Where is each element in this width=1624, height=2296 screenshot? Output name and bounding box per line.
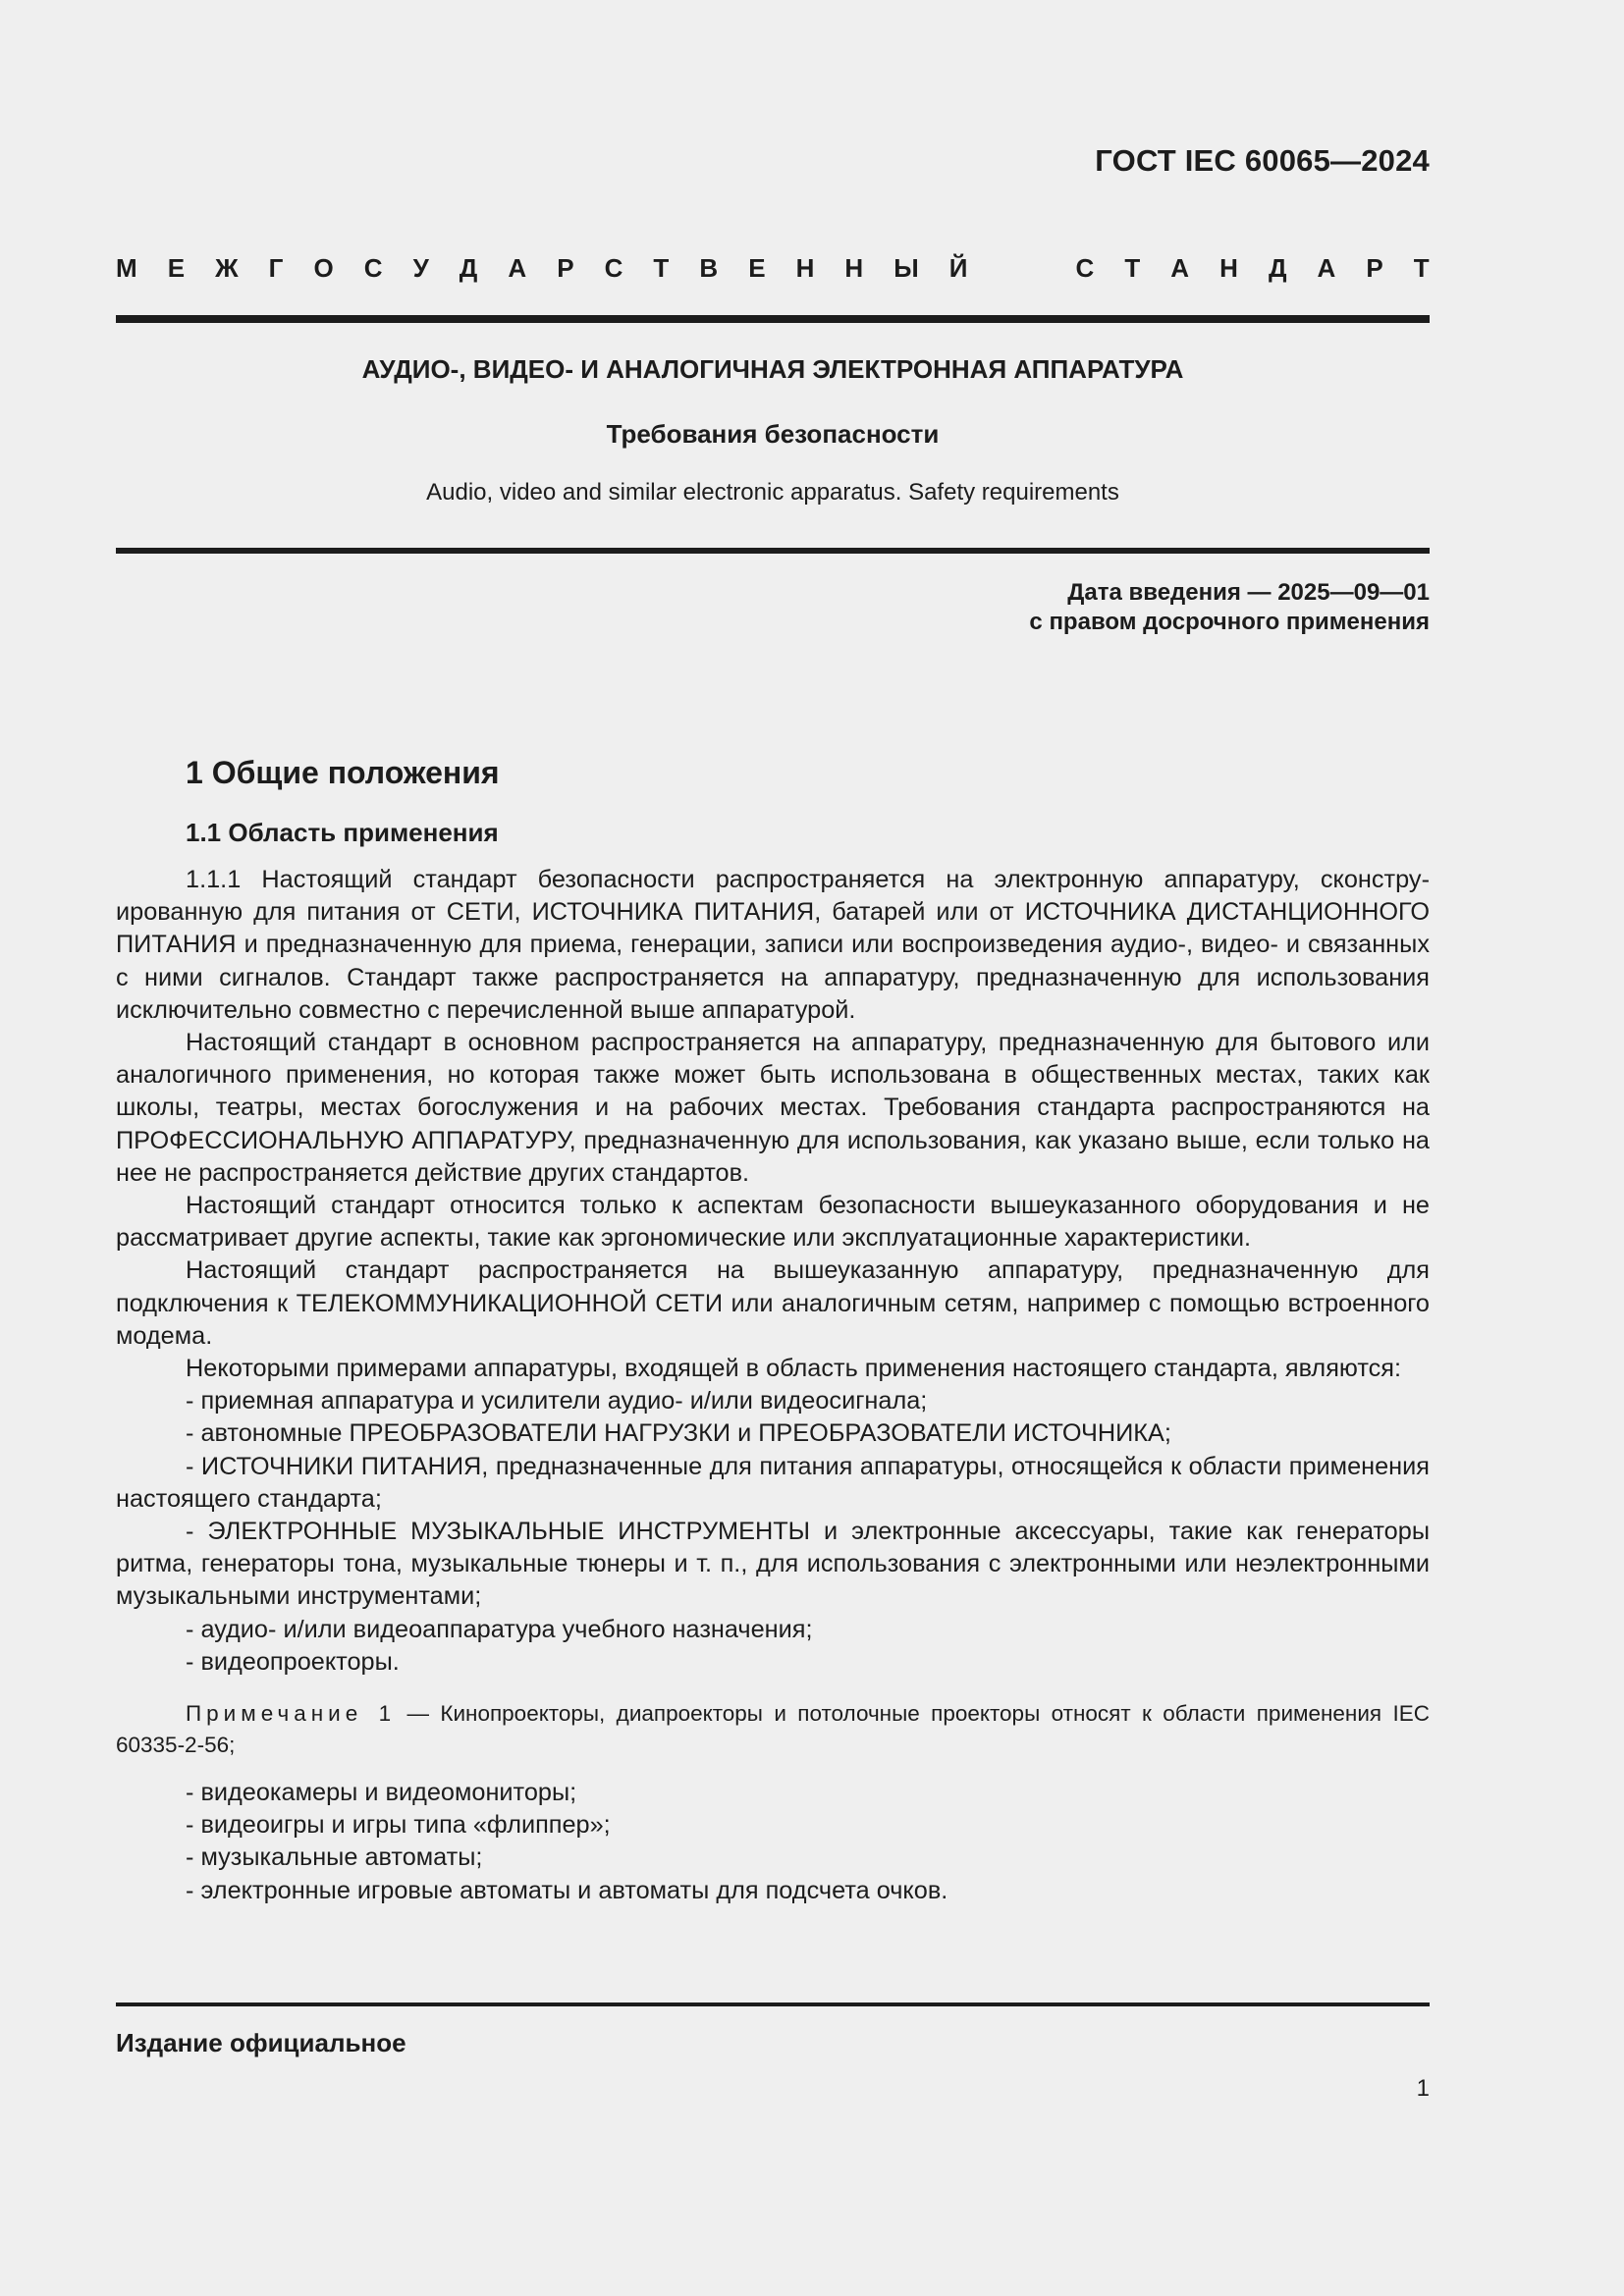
subsection-heading: 1.1 Область применения bbox=[186, 818, 499, 847]
banner-letter: Ы bbox=[893, 253, 919, 283]
banner-letter: Т bbox=[1413, 253, 1430, 283]
standard-number: ГОСТ IEC 60065—2024 bbox=[1095, 143, 1430, 178]
banner-letter: Г bbox=[268, 253, 284, 283]
list-item: - видеоигры и игры типа «флиппер»; bbox=[186, 1811, 611, 1840]
title-rule bbox=[116, 548, 1430, 554]
banner-letter: О bbox=[313, 253, 334, 283]
banner-letter: У bbox=[412, 253, 429, 283]
paragraph: 1.1.1 Настоящий стандарт безопасности распространяется на электронную аппаратуру, сконструированную для питания от СЕТИ, ИСТОЧНИКА ПИТАНИЯ, батарей или от ИСТОЧНИКА ДИСТАНЦИОННОГО ПИТАНИЯ и предназначенную для приема, генерации, записи или воспроизведения аудио-, видео- и связанных с ними сигналов. Стандарт также распространяется на аппаратуру, предназначенную для использования исключительно совместно с перечисленной выше аппаратурой. bbox=[116, 866, 1430, 1024]
paragraph: Настоящий стандарт распространяется на вышеуказанную аппаратуру, предназначенную для подключения к ТЕЛЕКОММУНИКАЦИОННОЙ СЕТИ или аналогичным сетям, например с помощью встроенного модема. bbox=[116, 1256, 1430, 1350]
banner-letter: С bbox=[363, 253, 383, 283]
banner-letter: Ж bbox=[215, 253, 239, 283]
banner-letter: С bbox=[1075, 253, 1095, 283]
body-text bbox=[116, 864, 1430, 1907]
document-title: АУДИО-, ВИДЕО- И АНАЛОГИЧНАЯ ЭЛЕКТРОННАЯ АППАРАТУРА bbox=[361, 354, 1184, 384]
note-text: — Кинопроекторы, диапроекторы и потолочные проекторы относят к области применения IEC 60335-2-56; bbox=[116, 1701, 1430, 1758]
banner-letter: Р bbox=[557, 253, 574, 283]
banner-letter: М bbox=[116, 253, 137, 283]
banner-letter: Т bbox=[653, 253, 670, 283]
banner-letter: Т bbox=[1124, 253, 1141, 283]
banner-letter: Н bbox=[1219, 253, 1238, 283]
footer-rule bbox=[116, 2002, 1430, 2006]
introduction-date bbox=[1029, 578, 1430, 637]
banner-letter: Й bbox=[948, 253, 968, 283]
list-item: - ЭЛЕКТРОННЫЕ МУЗЫКАЛЬНЫЕ ИНСТРУМЕНТЫ и электронные аксессуары, такие как генераторы ритма, генераторы тона, музыкальные тюнеры и т. п., для использования с электронными или неэлектронными музыкальными инструментами; bbox=[116, 1518, 1430, 1611]
note bbox=[116, 1698, 1430, 1761]
page-number: 1 bbox=[1416, 2075, 1430, 2102]
list-item: - видеокамеры и видеомониторы; bbox=[186, 1779, 577, 1807]
paragraph: Некоторыми примерами аппаратуры, входящей в область применения настоящего стандарта, являются: bbox=[186, 1355, 1401, 1383]
banner-letter: А bbox=[508, 253, 527, 283]
banner-letter: Н bbox=[795, 253, 815, 283]
list-item: - аудио- и/или видеоаппаратура учебного назначения; bbox=[186, 1615, 813, 1643]
document-subtitle: Требования безопасности bbox=[606, 419, 940, 449]
banner-letter: Н bbox=[844, 253, 864, 283]
english-title: Audio, video and similar electronic apparatus. Safety requirements bbox=[426, 479, 1119, 506]
paragraph: Настоящий стандарт относится только к аспектам безопасности вышеуказанного оборудования и не рассматривает другие аспекты, такие как эргономические или эксплуатационные характеристики. bbox=[116, 1192, 1430, 1253]
banner-gap bbox=[998, 253, 1045, 284]
banner-letter: Д bbox=[1268, 253, 1287, 283]
early-application-line: с правом досрочного применения bbox=[1029, 609, 1430, 635]
banner-letter: Д bbox=[459, 253, 478, 283]
banner-letter: Е bbox=[748, 253, 766, 283]
list-item: - музыкальные автоматы; bbox=[186, 1843, 483, 1872]
note-label: Примечание 1 bbox=[186, 1701, 397, 1727]
official-edition-label: Издание официальное bbox=[116, 2028, 406, 2057]
banner-letter: А bbox=[1170, 253, 1190, 283]
section-heading: 1 Общие положения bbox=[186, 755, 500, 790]
introduction-date-line: Дата введения — 2025—09—01 bbox=[1067, 579, 1430, 606]
banner-letter: Р bbox=[1366, 253, 1383, 283]
list-item: - видеопроекторы. bbox=[186, 1647, 400, 1676]
list-item: - ИСТОЧНИКИ ПИТАНИЯ, предназначенные для питания аппаратуры, относящейся к области применения настоящего стандарта; bbox=[116, 1452, 1430, 1513]
document-page bbox=[116, 0, 1430, 2296]
banner-letter: В bbox=[699, 253, 719, 283]
paragraph: Настоящий стандарт в основном распространяется на аппаратуру, предназначенную для бытового или аналогичного применения, но которая также может быть использована в общественных местах, таких как школы, театры, местах богослужения и на рабочих местах. Требования стандарта распространяются на ПРОФЕССИОНАЛЬНУЮ АППАРАТУРУ, предназначенную для использования, как указано выше, если только на нее не распространяется действие других стандартов. bbox=[116, 1029, 1430, 1187]
banner-letter: А bbox=[1317, 253, 1336, 283]
banner-letter: Е bbox=[167, 253, 186, 283]
banner-letter: С bbox=[604, 253, 623, 283]
list-item: - автономные ПРЕОБРАЗОВАТЕЛИ НАГРУЗКИ и ПРЕОБРАЗОВАТЕЛИ ИСТОЧНИКА; bbox=[186, 1419, 1171, 1448]
list-item: - электронные игровые автоматы и автоматы для подсчета очков. bbox=[186, 1876, 948, 1904]
top-rule bbox=[116, 315, 1430, 323]
standard-type-banner bbox=[116, 253, 1430, 284]
list-item: - приемная аппаратура и усилители аудио- и/или видеосигнала; bbox=[186, 1387, 928, 1415]
